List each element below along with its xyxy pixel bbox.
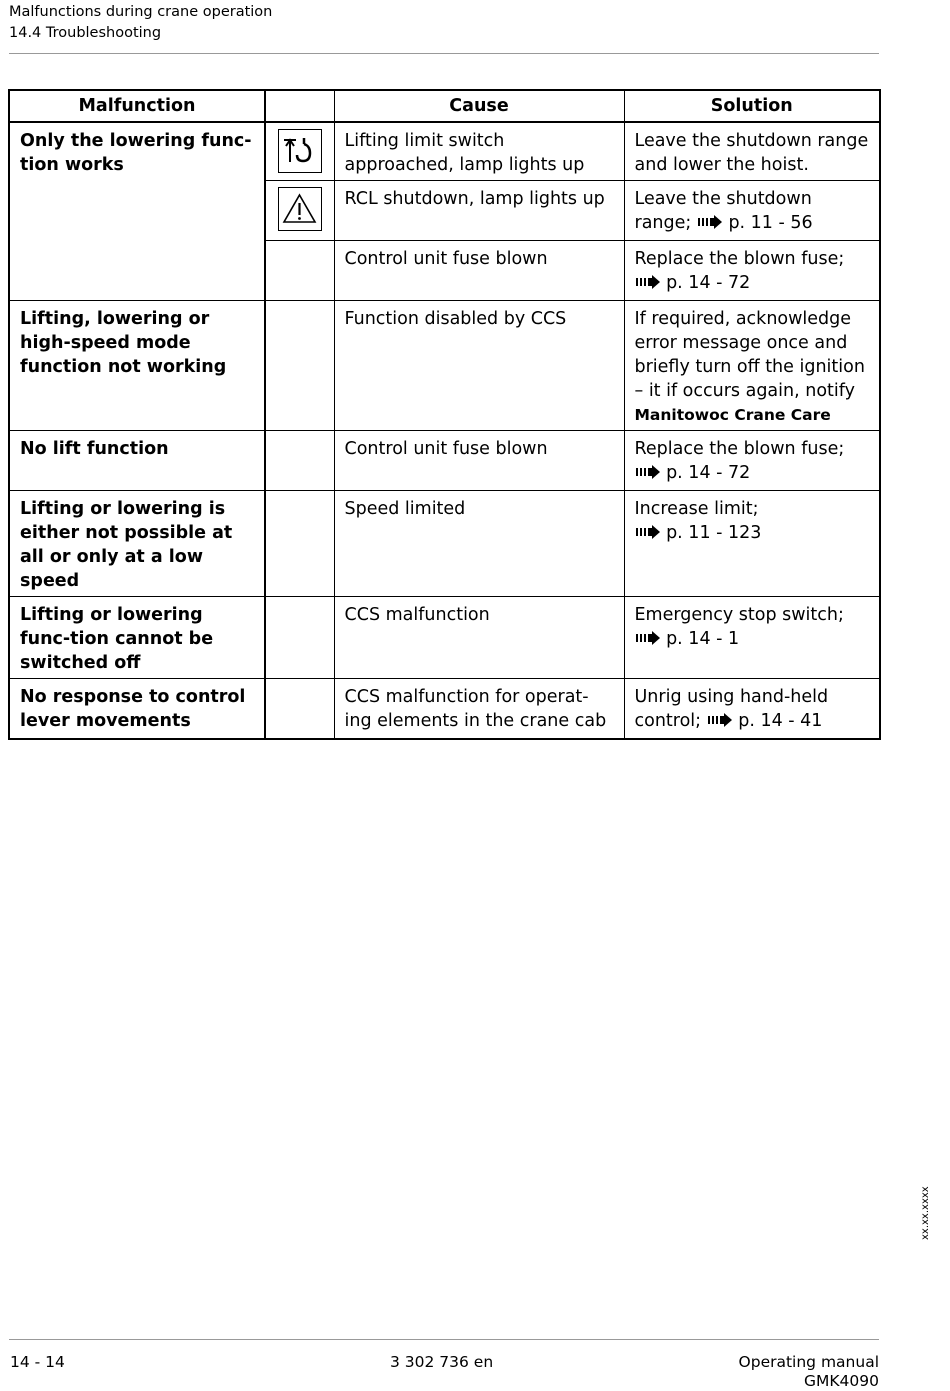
- solution-text: If required, acknowledge error message once and briefly turn off the ignition – it if occurs again, notify: [634, 309, 865, 401]
- malfunction-cell: Lifting or lowering is either not possible at all or only at a low speed: [9, 491, 265, 597]
- column-header-cause: Cause: [334, 90, 624, 122]
- icon-cell: [265, 679, 334, 740]
- table-row: [9, 679, 880, 740]
- reference-arrow-icon: [697, 213, 723, 237]
- header-chapter: Malfunctions during crane operation: [9, 4, 273, 20]
- icon-cell: [265, 431, 334, 491]
- malfunction-cell: No lift function: [9, 431, 265, 491]
- cause-cell: Lifting limit switch approached, lamp lights up: [334, 122, 624, 181]
- solution-cell: [624, 241, 880, 301]
- table-row: [9, 122, 880, 181]
- malfunction-cell: Lifting, lowering or high-speed mode function not working: [9, 301, 265, 431]
- page-reference-link[interactable]: p. 11 - 123: [666, 523, 762, 543]
- lifting-limit-switch-icon: [278, 129, 322, 173]
- solution-cell: [624, 431, 880, 491]
- solution-text: Replace the blown fuse;: [634, 439, 845, 459]
- solution-cell: [624, 491, 880, 597]
- reference-arrow-icon: [707, 711, 733, 735]
- header-rule: [9, 53, 879, 54]
- header-section: 14.4 Troubleshooting: [9, 25, 162, 41]
- solution-text: Unrig using hand-held control;: [634, 687, 829, 731]
- cause-cell: Function disabled by CCS: [334, 301, 624, 431]
- solution-cell: [624, 181, 880, 241]
- solution-cell: [624, 301, 880, 431]
- table-row: [9, 597, 880, 679]
- reference-arrow-icon: [635, 629, 661, 653]
- solution-text: Leave the shutdown range;: [634, 189, 812, 233]
- manual-title: Operating manual: [738, 1353, 879, 1371]
- malfunction-cell: Lifting or lowering func-tion cannot be switched off: [9, 597, 265, 679]
- icon-cell: [265, 181, 334, 241]
- solution-text: Emergency stop switch;: [634, 605, 844, 625]
- troubleshooting-table: [8, 89, 881, 740]
- icon-cell: [265, 241, 334, 301]
- service-contact: Manitowoc Crane Care: [634, 406, 831, 424]
- cause-cell: RCL shutdown, lamp lights up: [334, 181, 624, 241]
- solution-cell: [624, 679, 880, 740]
- table-row: [9, 491, 880, 597]
- page-reference-link[interactable]: p. 14 - 72: [666, 463, 751, 483]
- table-row: [9, 301, 880, 431]
- icon-cell: [265, 122, 334, 181]
- solution-cell: Leave the shutdown range and lower the hoist.: [624, 122, 880, 181]
- page-reference-link[interactable]: p. 14 - 72: [666, 273, 751, 293]
- footer-rule: [9, 1339, 879, 1340]
- solution-text: Replace the blown fuse;: [634, 249, 845, 269]
- reference-arrow-icon: [635, 523, 661, 547]
- cause-cell: Control unit fuse blown: [334, 431, 624, 491]
- cause-cell: Speed limited: [334, 491, 624, 597]
- reference-arrow-icon: [635, 463, 661, 487]
- solution-cell: [624, 597, 880, 679]
- reference-arrow-icon: [635, 273, 661, 297]
- page-reference-link[interactable]: p. 11 - 56: [728, 213, 813, 233]
- malfunction-cell: No response to control lever movements: [9, 679, 265, 740]
- revision-code: xx.xx.xxxx: [920, 1186, 931, 1240]
- page-reference-link[interactable]: p. 14 - 41: [738, 711, 823, 731]
- column-header-malfunction: Malfunction: [9, 90, 265, 122]
- solution-text: Increase limit;: [634, 499, 759, 519]
- icon-cell: [265, 491, 334, 597]
- cause-cell: Control unit fuse blown: [334, 241, 624, 301]
- table-row: [9, 431, 880, 491]
- icon-cell: [265, 597, 334, 679]
- cause-cell: CCS malfunction: [334, 597, 624, 679]
- table-header-row: [9, 90, 880, 122]
- page-reference-link[interactable]: p. 14 - 1: [666, 629, 740, 649]
- model-name: GMK4090: [804, 1372, 879, 1390]
- document-number: 3 302 736 en: [390, 1353, 494, 1371]
- warning-triangle-icon: [278, 187, 322, 231]
- column-header-solution: Solution: [624, 90, 880, 122]
- cause-cell: CCS malfunction for operat-ing elements in the crane cab: [334, 679, 624, 740]
- icon-cell: [265, 301, 334, 431]
- malfunction-cell: Only the lowering func-tion works: [9, 122, 265, 301]
- page-number: 14 - 14: [10, 1353, 65, 1371]
- column-header-icon: [265, 90, 334, 122]
